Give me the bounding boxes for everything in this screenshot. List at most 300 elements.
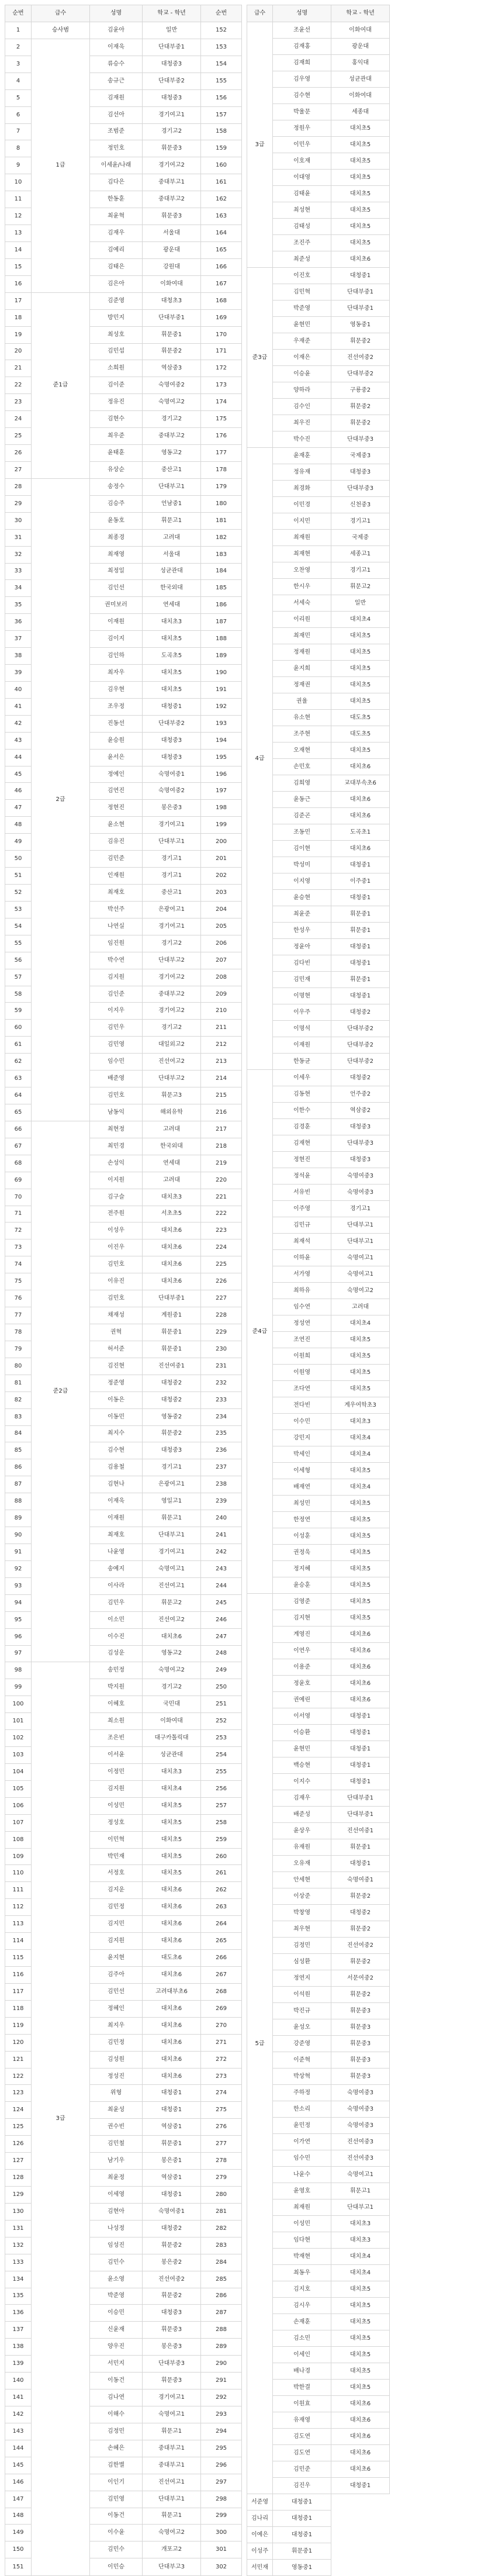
student-name: 이성민 bbox=[90, 1797, 143, 1814]
school-grade: 대청중1 bbox=[143, 2085, 201, 2102]
school-grade: 서문여중2 bbox=[331, 1970, 390, 1987]
student-name: 정유진 bbox=[90, 394, 143, 411]
student-name: 김민호 bbox=[90, 1290, 143, 1307]
school-grade: 대청중1 bbox=[331, 939, 390, 955]
student-name: 허서준 bbox=[90, 1341, 143, 1358]
row-number: 141 bbox=[5, 2389, 32, 2406]
row-number: 34 bbox=[5, 580, 32, 597]
row-number: 78 bbox=[5, 1324, 32, 1341]
student-name: 최하유 bbox=[273, 1283, 331, 1299]
student-name: 조주현 bbox=[273, 726, 331, 743]
student-name: 김수인 bbox=[273, 399, 331, 415]
school-grade: 대치초3 bbox=[143, 614, 201, 631]
row-number: 52 bbox=[5, 885, 32, 902]
school-grade: 대치초6 bbox=[331, 759, 390, 775]
row-number-2: 263 bbox=[201, 1899, 242, 1916]
student-name: 이승민 bbox=[90, 2305, 143, 2322]
row-number: 2 bbox=[5, 39, 32, 56]
row-number: 125 bbox=[5, 2119, 32, 2136]
school-grade: 진선여고1 bbox=[143, 1577, 201, 1594]
school-grade: 휘문중2 bbox=[331, 399, 390, 415]
row-number: 145 bbox=[5, 2457, 32, 2474]
student-name: 박율문 bbox=[273, 104, 331, 120]
row-number-2: 216 bbox=[201, 1104, 242, 1121]
student-name: 임수민 bbox=[273, 2150, 331, 2167]
row-number-2: 185 bbox=[201, 580, 242, 597]
row-number: 94 bbox=[5, 1594, 32, 1611]
student-name: 김우영 bbox=[273, 71, 331, 88]
row-number-2: 265 bbox=[201, 1933, 242, 1950]
school-grade: 대치초6 bbox=[143, 1239, 201, 1256]
row-number-2: 273 bbox=[201, 2068, 242, 2085]
school-grade: 대치초6 bbox=[331, 792, 390, 808]
row-number: 51 bbox=[5, 868, 32, 885]
row-number-2: 226 bbox=[201, 1273, 242, 1290]
student-name: 계영진 bbox=[273, 1627, 331, 1643]
student-name: 배준성 bbox=[273, 1807, 331, 1823]
school-grade: 휘문고1 bbox=[143, 1510, 201, 1527]
school-grade: 도곡초1 bbox=[331, 824, 390, 841]
row-number-2: 220 bbox=[201, 1172, 242, 1189]
student-name: 유재영 bbox=[273, 2412, 331, 2429]
school-grade: 대청중1 bbox=[331, 988, 390, 1004]
school-grade: 숙명여고1 bbox=[331, 1250, 390, 1266]
row-number-2: 183 bbox=[201, 546, 242, 563]
row-number: 65 bbox=[5, 1104, 32, 1121]
row-number-2: 198 bbox=[201, 800, 242, 817]
row-number: 106 bbox=[5, 1797, 32, 1814]
student-name: 최재호 bbox=[90, 1527, 143, 1544]
student-name: 손성익 bbox=[90, 1155, 143, 1172]
student-name: 최성현 bbox=[273, 202, 331, 219]
student-name: 박수진 bbox=[273, 431, 331, 448]
student-name: 이수윤 bbox=[90, 2525, 143, 2542]
row-number: 32 bbox=[5, 546, 32, 563]
student-name: 이예은 bbox=[247, 2527, 273, 2543]
student-name: 최성민 bbox=[273, 1496, 331, 1512]
school-grade: 대구카톨릭대 bbox=[143, 1730, 201, 1747]
student-name: 최재석 bbox=[273, 1234, 331, 1250]
row-number-2: 215 bbox=[201, 1087, 242, 1104]
row-number: 6 bbox=[5, 106, 32, 123]
row-number: 49 bbox=[5, 834, 32, 851]
school-grade: 경기고2 bbox=[143, 1020, 201, 1037]
school-grade: 성균관대 bbox=[331, 71, 390, 88]
school-grade: 단대부고2 bbox=[143, 1071, 201, 1087]
student-name: 김민선 bbox=[90, 1983, 143, 2000]
student-name: 정윤호 bbox=[273, 1676, 331, 1692]
row-number-2: 230 bbox=[201, 1341, 242, 1358]
student-name: 김민호 bbox=[90, 1087, 143, 1104]
table-row bbox=[5, 478, 242, 495]
school-grade: 고려대 bbox=[143, 529, 201, 546]
school-grade: 대치초6 bbox=[143, 2034, 201, 2051]
student-name: 이재욱 bbox=[90, 39, 143, 56]
student-name: 김정민 bbox=[90, 2423, 143, 2440]
row-number: 63 bbox=[5, 1071, 32, 1087]
student-name: 한정연 bbox=[273, 1512, 331, 1528]
school-grade: 경기여고1 bbox=[143, 817, 201, 834]
school-grade: 대치초6 bbox=[143, 2017, 201, 2034]
student-name: 최소원 bbox=[90, 1713, 143, 1730]
student-name: 김이지 bbox=[90, 631, 143, 648]
row-number: 14 bbox=[5, 241, 32, 258]
student-name: 이해수 bbox=[90, 2406, 143, 2423]
grade-label: 준4급 bbox=[247, 1070, 273, 1594]
row-number: 68 bbox=[5, 1155, 32, 1172]
student-name: 최윤준 bbox=[273, 906, 331, 923]
row-number: 142 bbox=[5, 2406, 32, 2423]
student-name: 박세인 bbox=[273, 1446, 331, 1463]
row-number: 105 bbox=[5, 1780, 32, 1797]
school-grade: 대치초5 bbox=[331, 2363, 390, 2380]
school-grade: 단대부중3 bbox=[331, 431, 390, 448]
school-grade: 대치초5 bbox=[331, 743, 390, 759]
row-number: 12 bbox=[5, 208, 32, 225]
school-grade: 계우여학초3 bbox=[331, 1397, 390, 1414]
row-number: 61 bbox=[5, 1037, 32, 1054]
row-number-2: 166 bbox=[201, 258, 242, 275]
school-grade: 대치초6 bbox=[331, 2461, 390, 2478]
school-grade: 개포고2 bbox=[143, 2542, 201, 2558]
row-number: 82 bbox=[5, 1391, 32, 1408]
student-name: 이승윤 bbox=[273, 366, 331, 382]
school-grade: 대청중3 bbox=[143, 732, 201, 749]
student-name: 이민우 bbox=[273, 137, 331, 153]
school-grade: 대청중2 bbox=[331, 1070, 390, 1086]
header-grade: 급수 bbox=[247, 5, 273, 22]
school-grade: 경기여고1 bbox=[143, 2389, 201, 2406]
row-number-2: 193 bbox=[201, 715, 242, 732]
student-name: 이세우 bbox=[273, 1070, 331, 1086]
school-grade: 고려대 bbox=[143, 1172, 201, 1189]
student-name: 남기우 bbox=[90, 2153, 143, 2170]
row-number: 59 bbox=[5, 1003, 32, 1020]
student-name: 윤지현 bbox=[90, 1950, 143, 1967]
school-grade: 휘문중3 bbox=[143, 2322, 201, 2339]
row-number-2: 298 bbox=[201, 2491, 242, 2508]
school-grade: 대치초6 bbox=[331, 1676, 390, 1692]
school-grade: 대치초6 bbox=[143, 1899, 201, 1916]
student-name: 이인기 bbox=[90, 2474, 143, 2491]
row-number: 116 bbox=[5, 1967, 32, 1984]
school-grade: 대치초5 bbox=[331, 1381, 390, 1397]
school-grade: 이화여대 bbox=[331, 22, 390, 39]
student-name: 정민호 bbox=[90, 140, 143, 157]
row-number: 93 bbox=[5, 1577, 32, 1594]
header-number: 순번 bbox=[5, 5, 32, 22]
student-name: 최지우 bbox=[90, 2017, 143, 2034]
school-grade: 성균관대 bbox=[143, 1747, 201, 1764]
student-name: 김다은 bbox=[90, 174, 143, 191]
student-name: 임수연 bbox=[273, 1299, 331, 1315]
school-grade: 대치초5 bbox=[331, 1561, 390, 1577]
row-number: 127 bbox=[5, 2153, 32, 2170]
student-name: 김은아 bbox=[90, 275, 143, 292]
school-grade: 숙명여고2 bbox=[143, 2525, 201, 2542]
school-grade: 숙명여고2 bbox=[143, 394, 201, 411]
student-name: 전주원 bbox=[90, 1206, 143, 1223]
row-number: 133 bbox=[5, 2254, 32, 2271]
student-name: 권율 bbox=[273, 693, 331, 710]
school-grade: 대치초3 bbox=[331, 2232, 390, 2249]
student-name: 윤영호 bbox=[273, 2183, 331, 2199]
school-grade: 국제중3 bbox=[331, 448, 390, 464]
school-grade: 휘문중3 bbox=[331, 2019, 390, 2036]
student-name: 김민영 bbox=[90, 2491, 143, 2508]
student-name: 이상준 bbox=[273, 1888, 331, 1905]
school-grade: 대치초4 bbox=[331, 1446, 390, 1463]
school-grade: 진선여고2 bbox=[143, 1611, 201, 1628]
row-number-2: 171 bbox=[201, 343, 242, 360]
row-number-2: 209 bbox=[201, 986, 242, 1003]
row-number-2: 231 bbox=[201, 1358, 242, 1375]
row-number: 17 bbox=[5, 292, 32, 309]
school-grade: 이화여대 bbox=[331, 88, 390, 104]
student-name: 이진우 bbox=[90, 1239, 143, 1256]
student-name: 윤서은 bbox=[90, 749, 143, 766]
school-grade: 단대부고3 bbox=[143, 2558, 201, 2576]
student-name: 김재우 bbox=[273, 1790, 331, 1807]
table-row bbox=[5, 292, 242, 309]
school-grade: 대청중3 bbox=[331, 1152, 390, 1168]
school-grade: 광운대 bbox=[143, 241, 201, 258]
student-name: 이사라 bbox=[90, 1577, 143, 1594]
school-grade: 대청중1 bbox=[331, 890, 390, 906]
school-grade: 중대부고2 bbox=[143, 986, 201, 1003]
row-number-2: 202 bbox=[201, 868, 242, 885]
results-tables bbox=[5, 5, 483, 2576]
school-grade: 진선여중2 bbox=[331, 1938, 390, 1954]
student-name: 이한수 bbox=[273, 1103, 331, 1119]
school-grade: 영동중2 bbox=[143, 1408, 201, 1425]
table-row bbox=[247, 2494, 390, 2511]
school-grade: 일반 bbox=[331, 595, 390, 612]
row-number-2: 262 bbox=[201, 1882, 242, 1899]
student-name: 김민수 bbox=[90, 2542, 143, 2558]
student-name: 김민준 bbox=[273, 2461, 331, 2478]
row-number: 131 bbox=[5, 2220, 32, 2237]
school-grade: 단대부중3 bbox=[331, 1135, 390, 1152]
school-grade: 대치초5 bbox=[331, 1610, 390, 1627]
student-name: 김재현 bbox=[273, 1135, 331, 1152]
student-name: 김현수 bbox=[90, 411, 143, 428]
student-name: 이지민 bbox=[273, 513, 331, 530]
table-row bbox=[247, 268, 390, 284]
school-grade: 숙명여중2 bbox=[143, 783, 201, 800]
school-grade: 대치초6 bbox=[143, 2051, 201, 2068]
row-number: 88 bbox=[5, 1493, 32, 1510]
school-grade: 대도초6 bbox=[143, 1950, 201, 1967]
row-number-2: 197 bbox=[201, 783, 242, 800]
student-name: 김민우 bbox=[90, 1020, 143, 1037]
school-grade: 대치초5 bbox=[331, 693, 390, 710]
row-number: 113 bbox=[5, 1916, 32, 1933]
school-grade: 대치초5 bbox=[331, 2347, 390, 2363]
student-name: 박상혁 bbox=[273, 2069, 331, 2085]
student-name: 김지원 bbox=[90, 969, 143, 986]
grade-label: 3급 bbox=[247, 22, 273, 268]
row-number: 121 bbox=[5, 2051, 32, 2068]
row-number-2: 213 bbox=[201, 1054, 242, 1071]
student-name: 김유진 bbox=[90, 834, 143, 851]
school-grade: 대치초5 bbox=[331, 202, 390, 219]
school-grade: 중산고1 bbox=[143, 885, 201, 902]
school-grade: 은광여고1 bbox=[143, 901, 201, 918]
row-number-2: 162 bbox=[201, 191, 242, 208]
student-name: 김연진 bbox=[90, 783, 143, 800]
row-number-2: 258 bbox=[201, 1814, 242, 1831]
student-name: 김민우 bbox=[90, 1594, 143, 1611]
row-number: 147 bbox=[5, 2491, 32, 2508]
row-number: 71 bbox=[5, 1206, 32, 1223]
student-name: 김현아 bbox=[90, 2203, 143, 2220]
table-row bbox=[247, 22, 390, 39]
row-number-2: 164 bbox=[201, 225, 242, 242]
row-number: 13 bbox=[5, 225, 32, 242]
school-grade: 대치초6 bbox=[143, 1628, 201, 1645]
school-grade: 대치초6 bbox=[143, 2068, 201, 2085]
row-number-2: 207 bbox=[201, 952, 242, 969]
row-number-2: 267 bbox=[201, 1967, 242, 1984]
row-number-2: 152 bbox=[201, 22, 242, 39]
header-school: 학교 - 학년 bbox=[331, 5, 390, 22]
school-grade: 휘문중2 bbox=[331, 415, 390, 431]
row-number-2: 287 bbox=[201, 2305, 242, 2322]
school-grade: 경기고1 bbox=[143, 1459, 201, 1476]
school-grade: 단대부고1 bbox=[331, 1234, 390, 1250]
school-grade: 대치초6 bbox=[143, 1916, 201, 1933]
row-number-2: 179 bbox=[201, 478, 242, 495]
row-number: 4 bbox=[5, 72, 32, 89]
student-name: 최재민 bbox=[273, 628, 331, 644]
student-name: 이재원 bbox=[90, 1510, 143, 1527]
school-grade: 국제중 bbox=[331, 530, 390, 546]
school-grade: 대청중1 bbox=[143, 2187, 201, 2204]
row-number-2: 269 bbox=[201, 2000, 242, 2017]
school-grade: 언남중1 bbox=[143, 495, 201, 512]
row-number: 10 bbox=[5, 174, 32, 191]
student-name: 서민재 bbox=[247, 2560, 273, 2576]
row-number-2: 257 bbox=[201, 1797, 242, 1814]
row-number-2: 240 bbox=[201, 1510, 242, 1527]
header-name: 성명 bbox=[273, 5, 331, 22]
school-grade: 휘문중3 bbox=[331, 2052, 390, 2069]
row-number-2: 249 bbox=[201, 1662, 242, 1679]
row-number-2: 284 bbox=[201, 2254, 242, 2271]
grade-label: 준1급 bbox=[32, 292, 90, 478]
grade-label: 3급 bbox=[32, 1662, 90, 2576]
school-grade: 강원대 bbox=[143, 258, 201, 275]
student-name: 유소현 bbox=[273, 710, 331, 726]
school-grade: 경기고1 bbox=[331, 562, 390, 579]
school-grade: 경기고2 bbox=[143, 1679, 201, 1696]
row-number-2: 292 bbox=[201, 2389, 242, 2406]
row-number-2: 228 bbox=[201, 1307, 242, 1324]
school-grade: 도곡초5 bbox=[143, 648, 201, 665]
results-table-left bbox=[5, 5, 242, 2576]
student-name: 송민정 bbox=[90, 1662, 143, 1679]
student-name: 나윤영 bbox=[90, 1543, 143, 1560]
student-name: 손혜은 bbox=[90, 2440, 143, 2457]
student-name: 윤상우 bbox=[273, 1823, 331, 1839]
school-grade: 대도초5 bbox=[331, 710, 390, 726]
student-name: 이재원 bbox=[90, 614, 143, 631]
school-grade: 광운대 bbox=[331, 39, 390, 55]
student-name: 김나리 bbox=[247, 2511, 273, 2527]
school-grade: 숙명여중2 bbox=[143, 377, 201, 394]
student-name: 나윤수 bbox=[273, 2167, 331, 2183]
student-name: 정석윤 bbox=[273, 1168, 331, 1185]
row-number: 124 bbox=[5, 2102, 32, 2119]
student-name: 최우준 bbox=[90, 428, 143, 445]
row-number: 21 bbox=[5, 360, 32, 377]
row-number: 38 bbox=[5, 648, 32, 665]
school-grade: 휘문중2 bbox=[143, 1425, 201, 1442]
student-name: 김현나 bbox=[90, 1476, 143, 1493]
student-name: 진동선 bbox=[90, 715, 143, 732]
row-number: 117 bbox=[5, 1983, 32, 2000]
row-number: 60 bbox=[5, 1020, 32, 1037]
student-name: 전다빈 bbox=[273, 1397, 331, 1414]
student-name: 송예지 bbox=[90, 1560, 143, 1577]
school-grade: 단대부고1 bbox=[143, 1527, 201, 1544]
row-number: 3 bbox=[5, 56, 32, 72]
school-grade: 대치초5 bbox=[143, 1865, 201, 1882]
school-grade: 숙명여중1 bbox=[143, 2203, 201, 2220]
row-number: 55 bbox=[5, 935, 32, 952]
school-grade: 대치초6 bbox=[331, 2429, 390, 2445]
row-number-2: 192 bbox=[201, 698, 242, 715]
school-grade: 대치초5 bbox=[331, 2298, 390, 2314]
student-name: 조연진 bbox=[273, 1332, 331, 1348]
student-name: 류승수 bbox=[90, 56, 143, 72]
school-grade: 대청초3 bbox=[143, 292, 201, 309]
student-name: 최경화 bbox=[273, 481, 331, 497]
school-grade: 대치초6 bbox=[331, 1643, 390, 1659]
row-number-2: 229 bbox=[201, 1324, 242, 1341]
school-grade: 대청중1 bbox=[143, 2102, 201, 2119]
row-number: 98 bbox=[5, 1662, 32, 1679]
school-grade: 대치초6 bbox=[331, 2445, 390, 2461]
row-number-2: 191 bbox=[201, 681, 242, 698]
student-name: 이동은 bbox=[90, 1391, 143, 1408]
student-name: 한성우 bbox=[273, 923, 331, 939]
row-number-2: 177 bbox=[201, 445, 242, 462]
student-name: 김성운 bbox=[90, 1645, 143, 1662]
school-grade: 휘문고1 bbox=[143, 2508, 201, 2525]
student-name: 조범준 bbox=[90, 123, 143, 140]
student-name: 박성미 bbox=[273, 857, 331, 873]
school-grade: 대치초5 bbox=[331, 153, 390, 170]
student-name: 이세형 bbox=[273, 1463, 331, 1479]
row-number-2: 182 bbox=[201, 529, 242, 546]
row-number-2: 251 bbox=[201, 1696, 242, 1713]
row-number-2: 194 bbox=[201, 732, 242, 749]
student-name: 김민혁 bbox=[273, 284, 331, 301]
header-school: 학교 - 학년 bbox=[143, 5, 201, 22]
student-name: 이주영 bbox=[273, 1201, 331, 1217]
school-grade: 대치초5 bbox=[331, 1463, 390, 1479]
student-name: 김민규 bbox=[273, 1217, 331, 1234]
row-number-2: 244 bbox=[201, 1577, 242, 1594]
row-number: 62 bbox=[5, 1054, 32, 1071]
student-name: 정유재 bbox=[273, 464, 331, 481]
student-name: 이리원 bbox=[273, 612, 331, 628]
row-number-2: 255 bbox=[201, 1763, 242, 1780]
row-number-2: 264 bbox=[201, 1916, 242, 1933]
school-grade: 휘문중1 bbox=[331, 906, 390, 923]
